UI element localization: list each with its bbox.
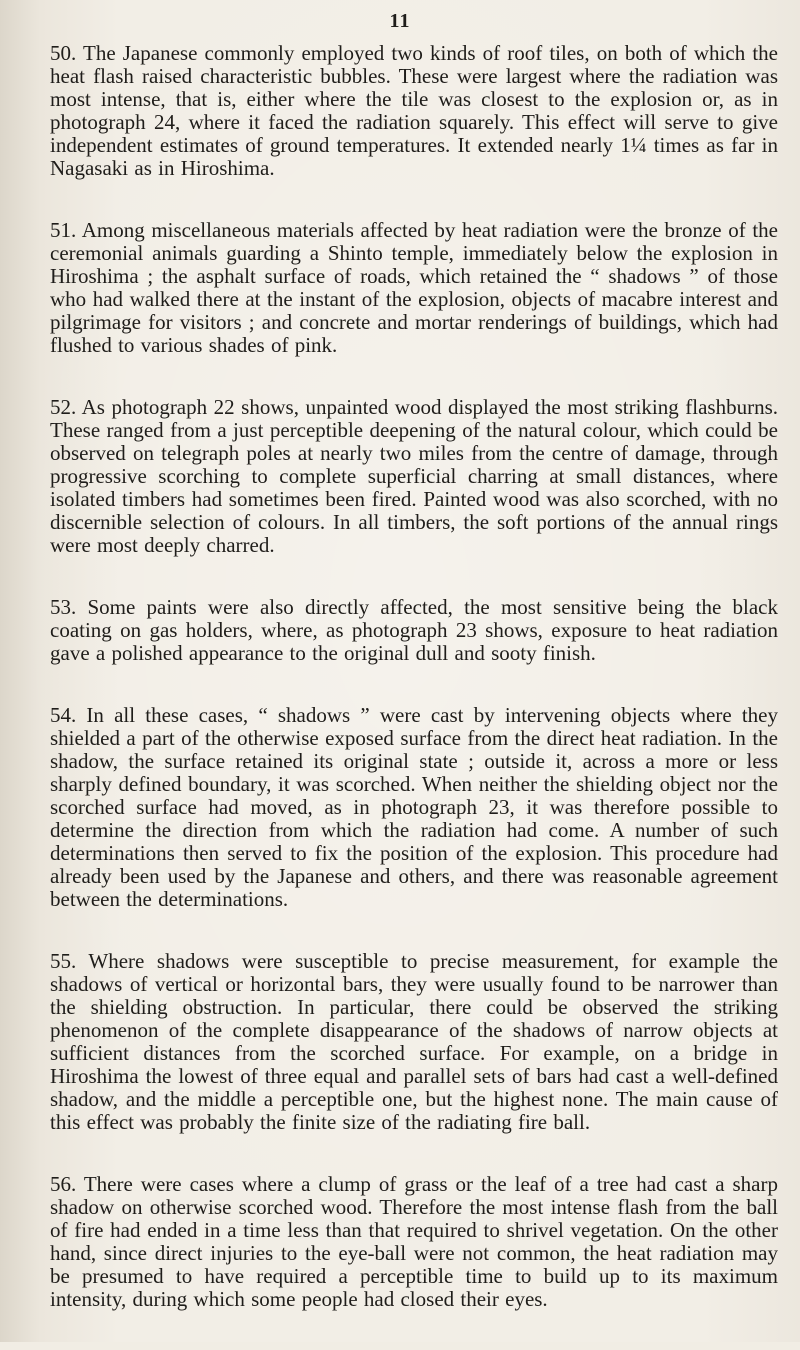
paragraph-55: 55. Where shadows were susceptible to precise measurement, for example the shadows of vertical or horizontal bars, they were usually found to be narrower than the shielding obstruction. In particular, there could be observed the striking phenomenon of the complete disappearance of the shadows of narrow objects at sufficient distances from the scorched surface. For example, on a bridge in Hiroshima the lowest of three equal and parallel sets of bars had cast a well-defined shadow, and the middle a perceptible one, but the highest none. The main cause of this effect was probably the finite size of the radiating fire ball. (50, 949, 778, 1134)
paragraph-51: 51. Among miscellaneous materials affected by heat radiation were the bronze of the ceremonial animals guarding a Shinto temple, immediately below the explosion in Hiroshima ; the asphalt surface of roads, which retained the “ shadows ” of those who had walked there at the instant of the explosion, objects of macabre interest and pilgrimage for visitors ; and concrete and mortar renderings of buildings, which had flushed to various shades of pink. (50, 218, 778, 357)
paragraph-53: 53. Some paints were also directly affected, the most sensitive being the black coating on gas holders, where, as photograph 23 shows, exposure to heat radiation gave a polished appearance to the original dull and sooty finish. (50, 595, 778, 665)
paragraph-52: 52. As photograph 22 shows, unpainted wood displayed the most striking flashburns. These ranged from a just perceptible deepening of the natural colour, which could be observed on telegraph poles at nearly two miles from the centre of damage, through progressive scorching to complete superficial charring at small distances, where isolated timbers had sometimes been fired. Painted wood was also scorched, with no discernible selection of colours. In all timbers, the soft portions of the annual rings were most deeply charred. (50, 395, 778, 557)
paragraph-56: 56. There were cases where a clump of grass or the leaf of a tree had cast a sharp shadow on otherwise scorched wood. Therefore the most intense flash from the ball of fire had ended in a time less than that required to shrivel vegetation. On the other hand, since direct injuries to the eye-ball were not common, the heat radiation may be presumed to have required a perceptible time to build up to its maximum intensity, during which some people had closed their eyes. (50, 1172, 778, 1311)
paragraph-50: 50. The Japanese commonly employed two kinds of roof tiles, on both of which the heat flash raised characteristic bubbles. These were largest where the radiation was most intense, that is, either where the tile was closest to the explosion or, as in photograph 24, where it faced the radiation squarely. This effect will serve to give independent estimates of ground temperatures. It extended nearly 1¼ times as far in Nagasaki as in Hiroshima. (50, 41, 778, 180)
body-text (50, 42, 778, 1350)
paragraph-54: 54. In all these cases, “ shadows ” were cast by intervening objects where they shielded a part of the otherwise exposed surface from the direct heat radiation. In the shadow, the surface retained its original state ; outside it, across a more or less sharply defined boundary, it was scorched. When neither the shielding object nor the scorched surface had moved, as in photograph 23, it was therefore possible to determine the direction from which the radiation had come. A number of such determinations then served to fix the position of the explosion. This procedure had already been used by the Japanese and others, and there was reasonable agreement between the determinations. (50, 703, 778, 911)
page-number: 11 (389, 10, 411, 32)
